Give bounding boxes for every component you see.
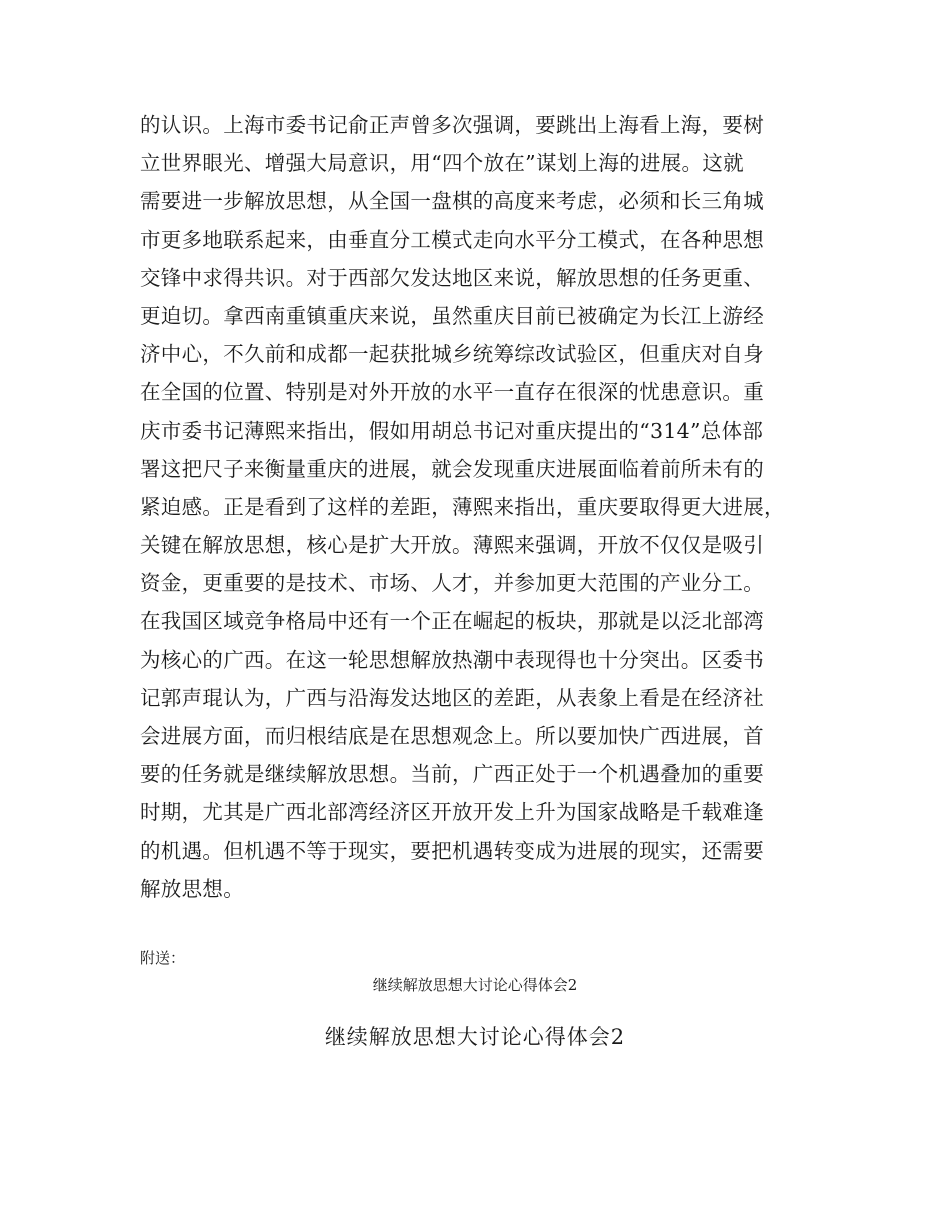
body-line: 交锋中求得共识。对于西部欠发达地区来说，解放思想的任务更重、 xyxy=(140,265,764,290)
body-line: 时期，尤其是广西北部湾经济区开放开发上升为国家战略是千载难逢 xyxy=(140,800,764,825)
body-line: 庆市委书记薄熙来指出，假如用胡总书记对重庆提出的“314”总体部 xyxy=(140,418,764,443)
body-line: 要的任务就是继续解放思想。当前，广西正处于一个机遇叠加的重要 xyxy=(140,762,764,787)
body-line: 紧迫感。正是看到了这样的差距，薄熙来指出，重庆要取得更大进展， xyxy=(140,494,785,519)
body-line: 济中心，不久前和成都一起获批城乡统筹综改试验区，但重庆对自身 xyxy=(140,342,764,367)
body-line: 的机遇。但机遇不等于现实，要把机遇转变成为进展的现实，还需要 xyxy=(140,838,764,863)
body-line: 在我国区域竞争格局中还有一个正在崛起的板块，那就是以泛北部湾 xyxy=(140,609,764,634)
body-line: 的认识。上海市委书记俞正声曾多次强调，要跳出上海看上海，要树 xyxy=(140,113,764,137)
body-text xyxy=(140,106,820,908)
body-line: 记郭声琨认为，广西与沿海发达地区的差距，从表象上看是在经济社 xyxy=(140,685,764,710)
body-line: 为核心的广西。在这一轮思想解放热潮中表现得也十分突出。区委书 xyxy=(140,647,764,672)
body-line: 会进展方面，而归根结底是在思想观念上。所以要加快广西进展，首 xyxy=(140,724,764,748)
body-line: 更迫切。拿西南重镇重庆来说，虽然重庆目前已被确定为长江上游经 xyxy=(140,303,764,328)
body-line: 需要进一步解放思想，从全国一盘棋的高度来考虑，必须和长三角城 xyxy=(140,189,764,214)
appendix-heading: 继续解放思想大讨论心得体会2 xyxy=(372,976,578,994)
body-line: 署这把尺子来衡量重庆的进展，就会发现重庆进展面临着前所未有的 xyxy=(140,456,764,481)
body-line: 市更多地联系起来，由垂直分工模式走向水平分工模式，在各种思想 xyxy=(140,227,764,252)
body-line: 解放思想。 xyxy=(140,876,244,901)
document-title: 继续解放思想大讨论心得体会2 xyxy=(324,1025,626,1049)
body-line: 在全国的位置、特别是对外开放的水平一直存在很深的忧患意识。重 xyxy=(140,380,764,405)
body-line: 立世界眼光、增强大局意识，用“四个放在”谋划上海的进展。这就 xyxy=(140,151,744,176)
body-line: 关键在解放思想，核心是扩大开放。薄熙来强调，开放不仅仅是吸引 xyxy=(140,533,764,558)
body-line: 资金，更重要的是技术、市场、人才，并参加更大范围的产业分工。 xyxy=(140,571,764,596)
appendix-label: 附送： xyxy=(140,949,186,967)
